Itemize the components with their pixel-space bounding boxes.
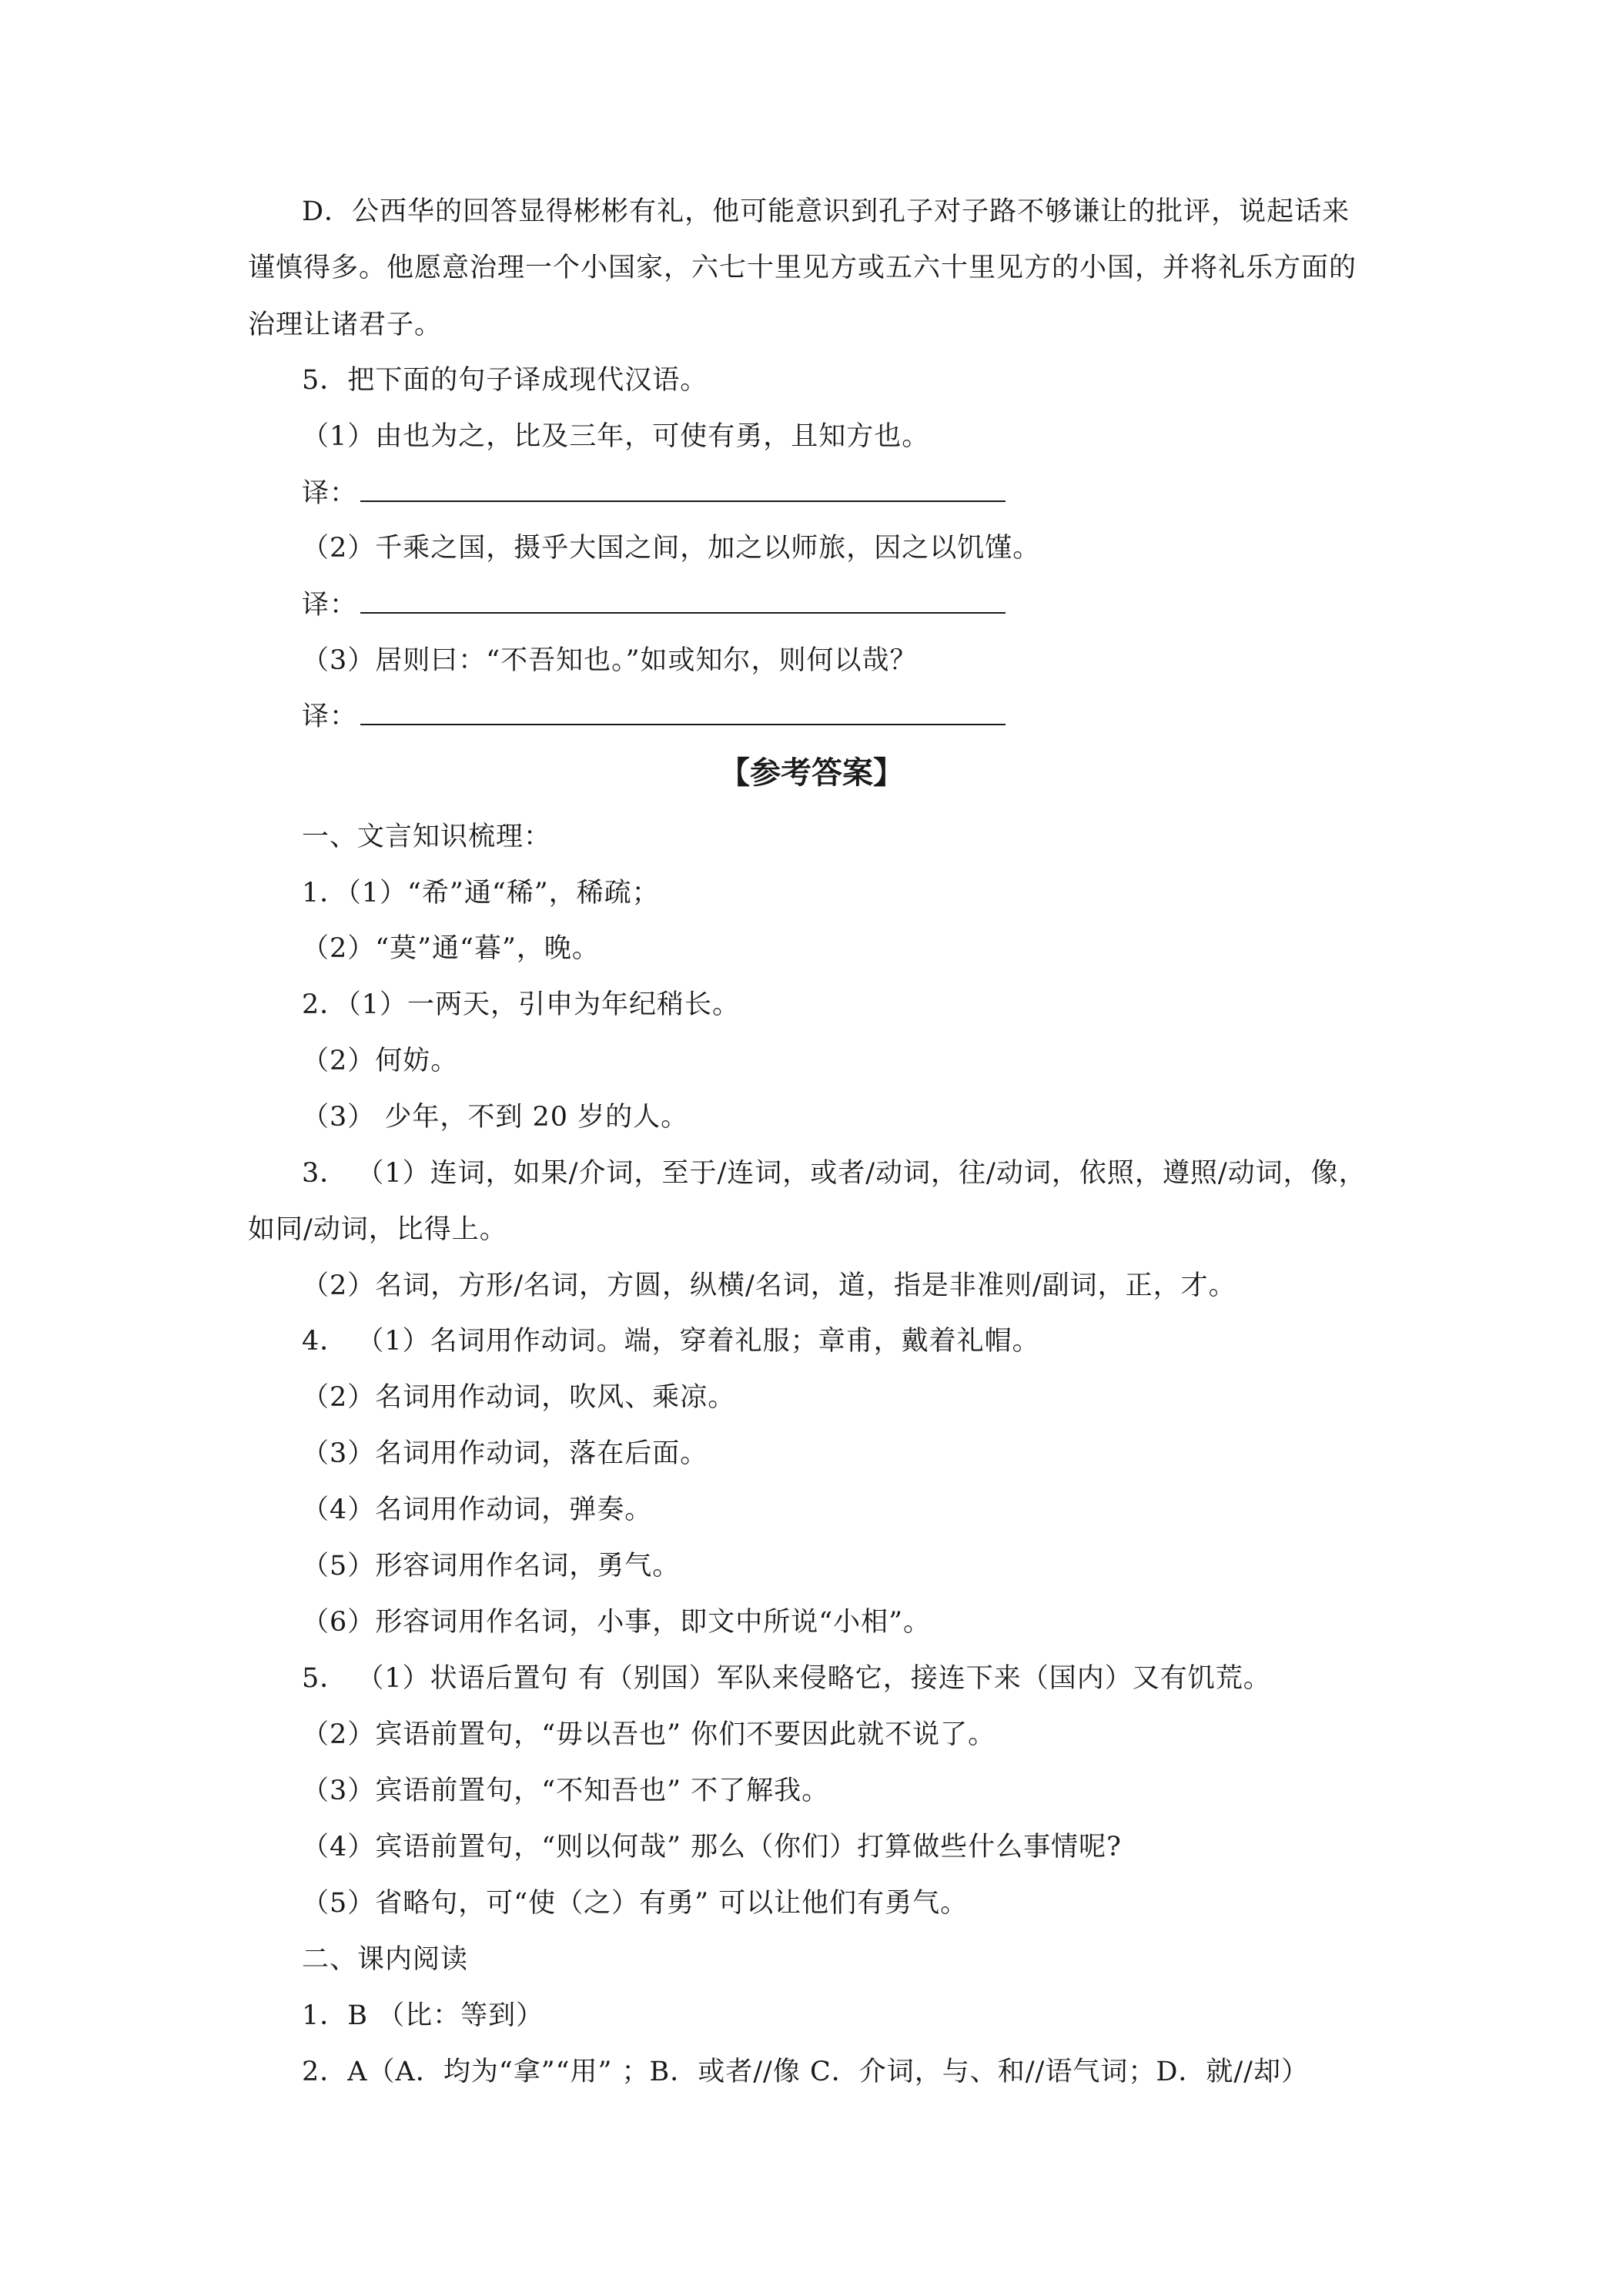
translation-line-1	[302, 476, 1006, 510]
answer-line: （2）名词用作动词，吹风、乘凉。	[302, 1382, 736, 1413]
translation-line-2	[302, 587, 1006, 622]
translation-label: 译：	[302, 478, 358, 509]
answer-line: 3． （1）连词，如果/介词，至于/连词，或者/动词，往/动词，依照，遵照/动词，像，	[302, 1158, 1367, 1189]
answer-line: 4． （1）名词用作动词。端，穿着礼服；章甫，戴着礼帽。	[302, 1326, 1040, 1357]
answer-line: （4）名词用作动词，弹奏。	[302, 1494, 653, 1525]
answer-line: （2）名词，方形/名词，方圆，纵横/名词，道，指是非准则/副词，正，才。	[302, 1270, 1236, 1301]
option-d-line-2: 谨慎得多。他愿意治理一个小国家，六七十里见方或五六十里见方的小国，并将礼乐方面的	[248, 253, 1357, 283]
answer-line: 1．（1）“希”通“稀”，稀疏；	[302, 878, 660, 909]
answer-line: （3）宾语前置句，“不知吾也” 不了解我。	[302, 1776, 830, 1806]
answer-line: （3） 少年，不到 20 岁的人。	[302, 1102, 689, 1133]
translation-label: 译：	[302, 590, 358, 621]
option-d-line-1: D．公西华的回答显得彬彬有礼，他可能意识到孔子对子路不够谦让的批评，说起话来	[302, 196, 1350, 227]
answer-line: （5）省略句，可“使（之）有勇” 可以让他们有勇气。	[302, 1888, 969, 1919]
answer-line: 1．B （比：等到）	[302, 2000, 544, 2031]
answer-line: 如同/动词，比得上。	[248, 1214, 507, 1245]
answers-heading: 【参考答案】	[719, 755, 904, 791]
answer-line: 二、课内阅读	[302, 1944, 469, 1975]
question-5-title: 5．把下面的句子译成现代汉语。	[302, 365, 708, 396]
answer-line: 一、文言知识梳理：	[302, 822, 552, 852]
option-d-line-3: 治理让诸君子。	[248, 310, 443, 340]
answer-blank[interactable]	[360, 699, 1006, 725]
answer-blank[interactable]	[360, 476, 1006, 502]
translation-label: 译：	[302, 701, 358, 732]
answer-line: （2）何妨。	[302, 1046, 459, 1076]
answer-line: 2．A（A．均为“拿”“用” ；B．或者//像 C．介词，与、和//语气词；D．就//却）	[302, 2057, 1309, 2087]
question-5-sentence-2: （2）千乘之国，摄乎大国之间，加之以师旅，因之以饥馑。	[302, 533, 1041, 564]
answer-line: 2．（1）一两天，引申为年纪稍长。	[302, 989, 741, 1020]
answer-line: （2）“莫”通“暮”，晚。	[302, 933, 600, 964]
answer-blank[interactable]	[360, 587, 1006, 614]
answer-line: 5． （1）状语后置句 有（别国）军队来侵略它，接连下来（国内）又有饥荒。	[302, 1663, 1271, 1694]
answer-line: （5）形容词用作名词，勇气。	[302, 1551, 681, 1581]
answer-line: （2）宾语前置句，“毋以吾也” 你们不要因此就不说了。	[302, 1719, 996, 1750]
translation-line-3	[302, 699, 1006, 734]
question-5-sentence-3: （3）居则曰：“不吾知也。”如或知尔，则何以哉？	[302, 645, 918, 676]
answer-line: （4）宾语前置句，“则以何哉” 那么（你们）打算做些什么事情呢?	[302, 1832, 1122, 1863]
answer-line: （6）形容词用作名词，小事，即文中所说“小相”。	[302, 1607, 932, 1638]
answer-line: （3）名词用作动词，落在后面。	[302, 1438, 708, 1469]
question-5-sentence-1: （1）由也为之，比及三年，可使有勇，且知方也。	[302, 421, 930, 452]
